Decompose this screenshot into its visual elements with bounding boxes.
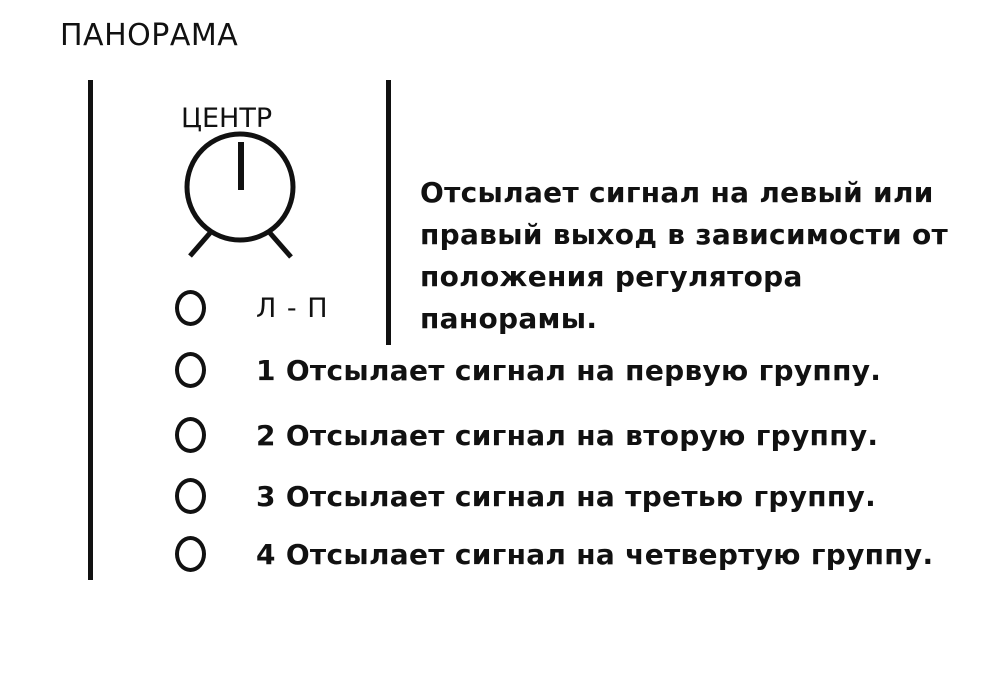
group-3-button[interactable] (175, 478, 206, 514)
group-2-row (175, 417, 878, 453)
group-4-label: 4 Отсылает сигнал на четвертую группу. (256, 537, 934, 571)
knob-left-leg (190, 233, 210, 256)
group-4-button[interactable] (175, 536, 206, 572)
knob-label: ЦЕНТР (181, 103, 273, 134)
group-1-label: 1 Отсылает сигнал на первую группу. (256, 353, 882, 387)
lr-button-label: Л - П (256, 292, 329, 324)
group-3-label: 3 Отсылает сигнал на третью группу. (256, 479, 877, 513)
group-4-row (175, 536, 933, 572)
pan-description (420, 172, 980, 340)
description-line: правый выход в зависимости от (420, 218, 949, 251)
group-2-label: 2 Отсылает сигнал на вторую группу. (256, 418, 879, 452)
description-line: положения регулятора (420, 260, 803, 293)
group-1-button[interactable] (175, 352, 206, 388)
group-1-row (175, 352, 881, 388)
lr-row (175, 290, 329, 326)
description-line: панорамы. (420, 302, 598, 335)
group-3-row (175, 478, 876, 514)
knob-right-leg (270, 233, 291, 257)
group-2-button[interactable] (175, 417, 206, 453)
section-title: ПАНОРАМА (60, 18, 239, 53)
pan-knob[interactable] (168, 130, 318, 280)
middle-divider (386, 80, 391, 345)
left-divider (88, 80, 93, 580)
description-line: Отсылает сигнал на левый или (420, 176, 934, 209)
lr-button[interactable] (175, 290, 206, 326)
